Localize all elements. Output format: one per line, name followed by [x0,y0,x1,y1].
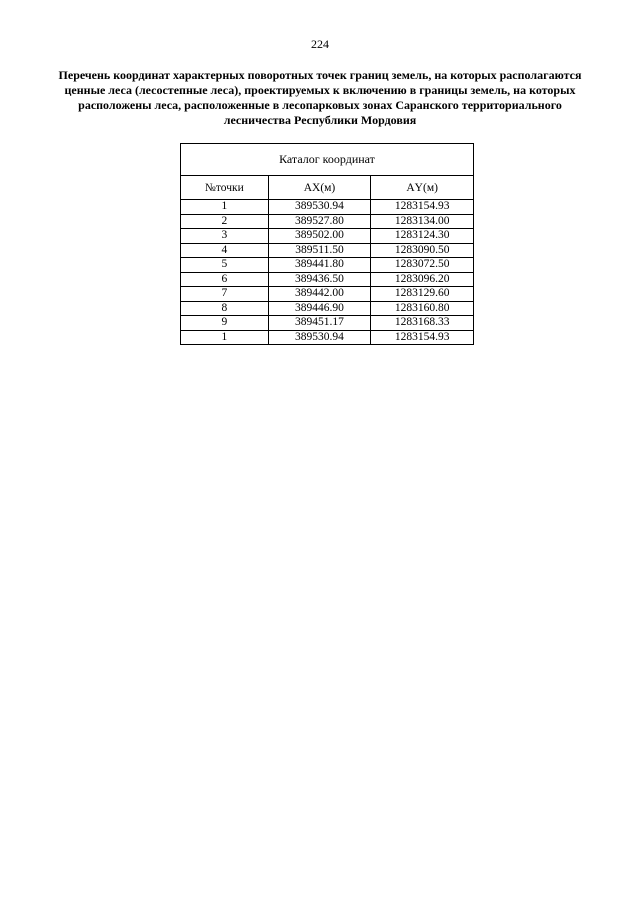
table-row [181,316,474,331]
column-header-x: АХ(м) [268,176,371,200]
table-row [181,272,474,287]
column-header-point-number: №точки [181,176,269,200]
table-caption: Каталог координат [181,144,474,176]
table-row [181,301,474,316]
y-coordinate-cell: 1283129.60 [371,287,474,302]
point-number-cell: 7 [181,287,269,302]
table-row [181,243,474,258]
column-header-y: АY(м) [371,176,474,200]
table-row [181,214,474,229]
point-number-cell: 8 [181,301,269,316]
table-row [181,258,474,273]
y-coordinate-cell: 1283090.50 [371,243,474,258]
x-coordinate-cell: 389527.80 [268,214,371,229]
y-coordinate-cell: 1283154.93 [371,330,474,345]
y-coordinate-cell: 1283096.20 [371,272,474,287]
table-row [181,200,474,215]
document-title: Перечень координат характерных поворотных точек границ земель, на которых располагаются ценные леса (лесостепные леса), проектируемых к включению в границы земель, на которых расположены леса, расположенные в лесопарковых зонах Саранского территориального лесничества Республики Мордовия [58,68,582,127]
point-number-cell: 1 [181,200,269,215]
x-coordinate-cell: 389436.50 [268,272,371,287]
y-coordinate-cell: 1283124.30 [371,229,474,244]
point-number-cell: 3 [181,229,269,244]
x-coordinate-cell: 389442.00 [268,287,371,302]
coordinates-table [180,143,474,345]
table-row [181,330,474,345]
x-coordinate-cell: 389530.94 [268,200,371,215]
x-coordinate-cell: 389446.90 [268,301,371,316]
y-coordinate-cell: 1283072.50 [371,258,474,273]
x-coordinate-cell: 389530.94 [268,330,371,345]
page-number: 224 [311,37,329,51]
x-coordinate-cell: 389502.00 [268,229,371,244]
y-coordinate-cell: 1283154.93 [371,200,474,215]
table-row [181,229,474,244]
point-number-cell: 2 [181,214,269,229]
x-coordinate-cell: 389511.50 [268,243,371,258]
point-number-cell: 1 [181,330,269,345]
y-coordinate-cell: 1283134.00 [371,214,474,229]
y-coordinate-cell: 1283160.80 [371,301,474,316]
point-number-cell: 9 [181,316,269,331]
x-coordinate-cell: 389451.17 [268,316,371,331]
point-number-cell: 4 [181,243,269,258]
point-number-cell: 5 [181,258,269,273]
x-coordinate-cell: 389441.80 [268,258,371,273]
y-coordinate-cell: 1283168.33 [371,316,474,331]
table-row [181,287,474,302]
point-number-cell: 6 [181,272,269,287]
